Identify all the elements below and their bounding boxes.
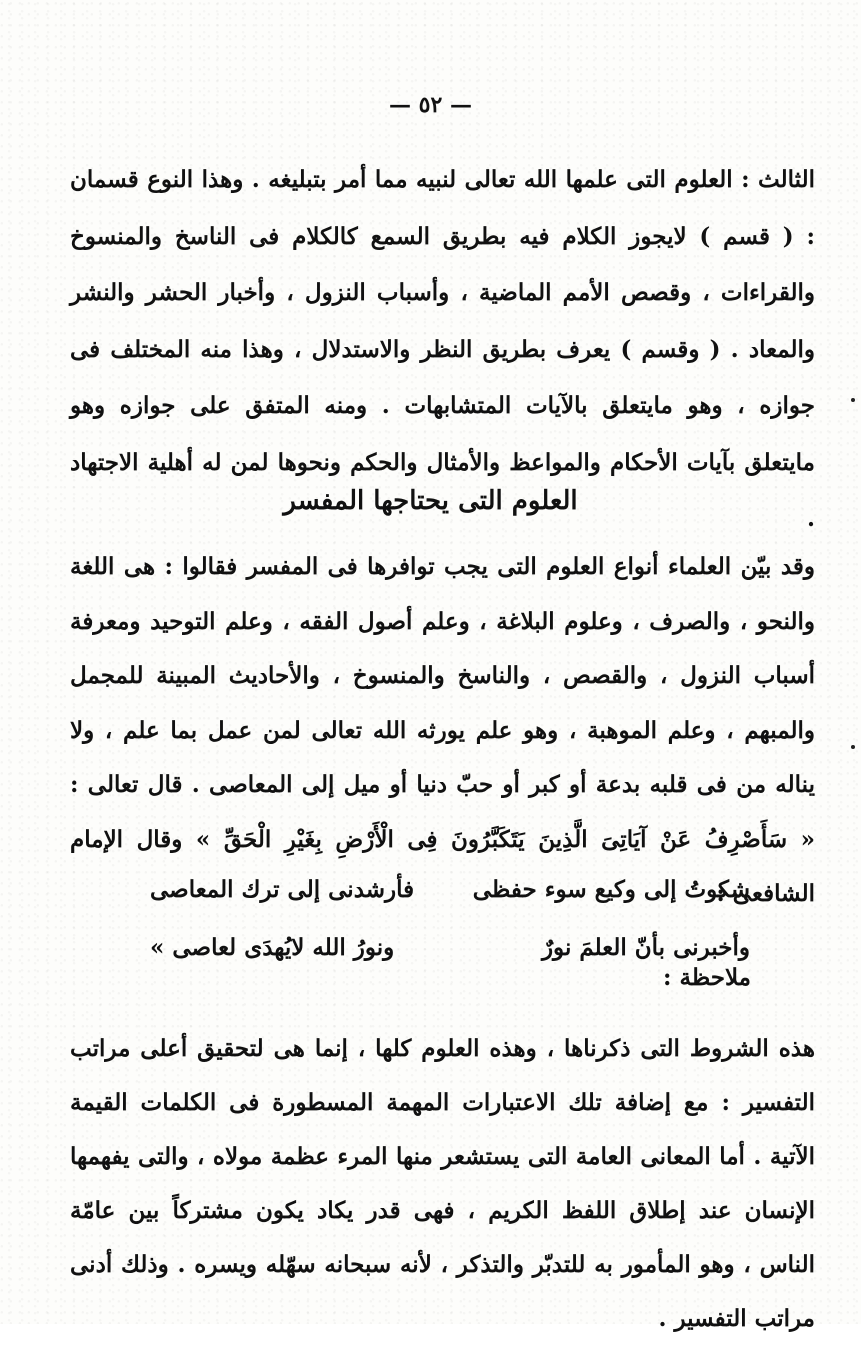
section-heading: العلوم التى يحتاجها المفسر xyxy=(283,486,578,516)
paragraph-required-sciences: وقد بيّن العلماء أنواع العلوم التى يجب توافرها فى المفسر فقالوا : هى اللغة والنحو ، والصرف ، وعلوم البلاغة ، وعلم أصول الفقه ، وعلم التوحيد ومعرفة أسباب النزول ، والقصص ، والناسخ والمنسوخ ، والأحاديث المبينة للمجمل والمبهم ، وعلم الموهبة ، وهو علم يورثه الله تعالى لمن عمل بما علم ، ولا يناله من فى قلبه بدعة أو كبر أو حبّ دنيا أو ميل إلى المعاصى . قال تعالى : « سَأَصْرِفُ عَنْ آيَاتِىَ الَّذِينَ يَتَكَبَّرُونَ فِى الْأَرْضِ بِغَيْرِ الْحَقِّ » وقال الإمام الشافعى : xyxy=(70,553,815,907)
verse-first-hemistich: وأخبرنى بأنّ العلمَ نورٌ xyxy=(541,933,750,961)
note-heading: ملاحظة : xyxy=(663,964,751,991)
verse-second-hemistich: فأرشدنى إلى ترك المعاصى xyxy=(150,875,415,903)
verse-first-hemistich: شكوتُ إلى وكيع سوء حفظى xyxy=(472,875,750,903)
paragraph-third-category: الثالث : العلوم التى علمها الله تعالى لنبيه مما أمر بتبليغه . وهذا النوع قسمان : ( قسم ) لايجوز الكلام فيه بطريق السمع كالكلام فى الناسخ والمنسوخ والقراءات ، وقصص الأمم الماضية ، وأسباب النزول ، وأخبار الحشر والنشر والمعاد . ( وقسم ) يعرف بطريق النظر والاستدلال ، وهذا منه المختلف فى جوازه ، وهو مايتعلق بالآيات المتشابهات . ومنه المتفق على جوازه وهو مايتعلق بآيات الأحكام والمواعظ والأمثال والحكم ونحوها لمن له أهلية الاجتهاد . xyxy=(70,166,815,532)
poetry-verses xyxy=(150,860,750,976)
page-number: — ٥٢ — xyxy=(389,92,472,118)
paragraph-note: هذه الشروط التى ذكرناها ، وهذه العلوم كلها ، إنما هى لتحقيق أعلى مراتب التفسير : مع إضافة تلك الاعتبارات المهمة المسطورة فى الكلمات القيمة الآتية . أما المعانى العامة التى يستشعر منها المرء عظمة مولاه ، والتى يفهمها الإنسان عند إطلاق اللفظ الكريم ، فهى قدر يكاد يكون مشتركاً بين عامّة الناس ، وهو المأمور به للتدبّر والتذكر ، لأنه سبحانه سهّله ويسره . وذلك أدنى مراتب التفسير . xyxy=(70,1035,815,1332)
scan-speck xyxy=(851,398,855,402)
verse-line xyxy=(150,860,750,918)
scan-speck xyxy=(851,745,855,749)
verse-line xyxy=(150,918,750,976)
verse-second-hemistich: ونورُ الله لايُهدَى لعاصى » xyxy=(150,933,395,961)
